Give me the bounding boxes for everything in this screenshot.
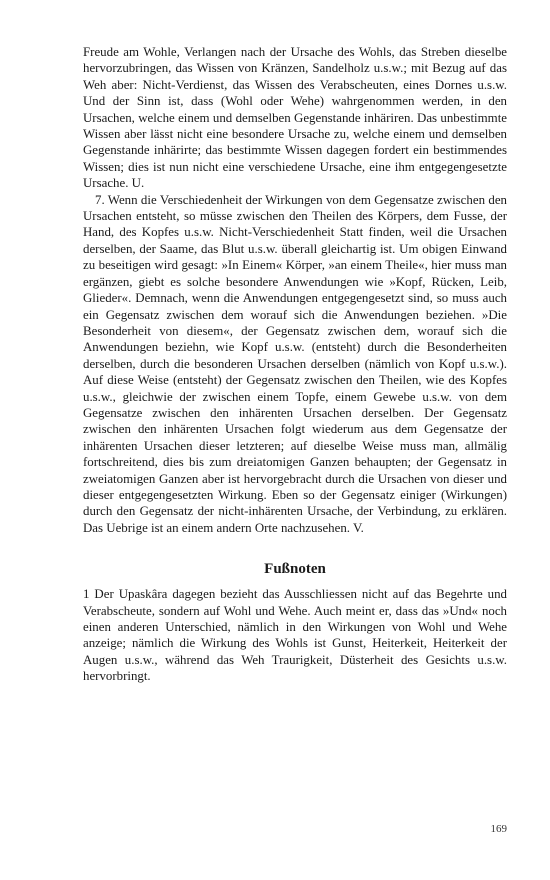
footnote-1: 1 Der Upaskâra dagegen bezieht das Ausschliessen nicht auf das Begehrte und Verabscheute, sondern auf Wohl und Wehe. Auch meint er, dass das »Und« noch einen anderen Unterschied, nämlich in den Wirkungen von Wohl und Wehe anzeige; nämlich die Wirkung des Wohls ist Gunst, Heiterkeit, Heiterkeit der Augen u.s.w., während das Weh Traurigkeit, Düsterheit des Gesichts u.s.w. hervorbringt. bbox=[83, 587, 507, 684]
page-number: 169 bbox=[490, 823, 507, 835]
footnotes-heading: Fußnoten bbox=[264, 561, 326, 578]
page-content bbox=[83, 44, 507, 685]
body-paragraph-1: Freude am Wohle, Verlangen nach der Ursache des Wohls, das Streben dieselbe hervorzubringen, das Wissen von Kränzen, Sandelholz u.s.w.; mit Bezug auf das Weh aber: Nicht-Verdienst, das Wissen des Verabscheuten, eines Dornes u.s.w. Und der Sinn ist, dass (Wohl oder Wehe) wahrgenommen werden, in den Ursachen, welche einem und demselben Gegenstande inhäriren. Das unbestimmte Wissen aber lässt nicht eine besondere Ursache zu, welche einem und demselben Gegenstande inhärirte; das bestimmte Wissen dagegen fordert ein bestimmendes Wissen; dies ist nun nicht eine verschiedene Ursache, eine ihm entgegengesetzte Ursache. U. bbox=[83, 45, 507, 191]
body-paragraph-2: 7. Wenn die Verschiedenheit der Wirkungen von dem Gegensatze zwischen den Ursachen entsteht, so müsse zwischen den Theilen des Körpers, dem Fusse, der Hand, des Kopfes u.s.w. Nicht-Verschiedenheit Statt finden, weil die Ursachen derselben, der Saame, das Blut u.s.w. überall gleichartig ist. Um obigen Einwand zu beseitigen wird gesagt: »In Einem« Körper, »an einem Theile«, hier muss man ergänzen, giebt es solche besondere Anwendungen wie »Kopf, Rücken, Leib, Glieder«. Demnach, wenn die Anwendungen entgegengesetzt sind, so muss auch ein Gegensatz zwischen dem worauf sich die Anwendungen beziehen. »Die Besonderheit von diesem«, der Gegensatz zwischen dem, worauf sich die Anwendungen beziehn, wie Kopf u.s.w. (entsteht) durch die Besonderheiten derselben, durch die besonderen Ursachen derselben (nämlich von Kopf u.s.w.). Auf diese Weise (entsteht) der Gegensatz zwischen den Theilen, wie des Kopfes u.s.w., gleichwie der zwischen einem Topfe, einem Gewebe u.s.w. von dem Gegensatze zwischen den inhärenten Ursachen derselben. Der Gegensatz zwischen den inhärenten Ursachen folgt wiederum aus dem Gegensatze der inhärenten Ursachen dieser letzteren; auf dieselbe Weise muss man, allmälig fortschreitend, dies bis zum dreiatomigen Ganzen behaupten; der Gegensatz in zweiatomigen Ganzen aber ist hervorgebracht durch die Ursachen von dieser und dieser entgegengesetzten Wirkung. Eben so der Gegensatz einiger (Wirkungen) durch den Gegensatz der nicht-inhärenten Ursache, der Verbindung, zu erklären. Das Uebrige ist an einem andern Orte nachzusehen. V. bbox=[83, 192, 507, 535]
